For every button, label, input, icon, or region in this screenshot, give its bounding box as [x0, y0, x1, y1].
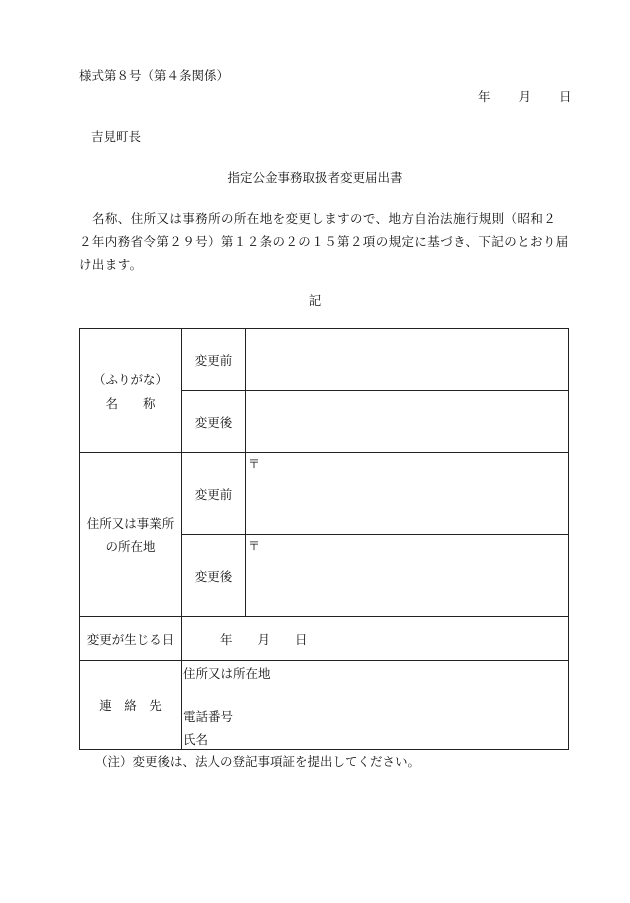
- postal-mark: 〒: [248, 539, 261, 553]
- address-before-label: 変更前: [182, 453, 246, 535]
- change-date-field[interactable]: [182, 617, 569, 661]
- date-day: 日: [559, 89, 572, 104]
- document-title: 指定公金事務取扱者変更届出書: [227, 170, 403, 185]
- name-after-field[interactable]: [246, 391, 569, 453]
- contact-name-label: 氏名: [183, 732, 209, 747]
- address-label-line1: 住所又は事業所: [86, 516, 175, 531]
- note: （注）変更後は、法人の登記事項証を提出してください。: [95, 754, 421, 769]
- contact-field[interactable]: [182, 661, 569, 750]
- date-line: [478, 87, 572, 105]
- name-after-label: 変更後: [182, 391, 246, 453]
- postal-mark: 〒: [248, 457, 261, 471]
- body-text: 名称、住所又は事務所の所在地を変更しますので、地方自治法施行規則（昭和２２年内務省令第２９号）第１２条の２の１５第２項の規定に基づき、下記のとおり届け出ます。: [79, 211, 569, 272]
- contact-address-label: 住所又は所在地: [183, 666, 271, 681]
- furigana-label: （ふりがな）: [92, 371, 168, 387]
- contact-label: 連 絡 先: [80, 661, 182, 750]
- name-before-label: 変更前: [182, 329, 246, 391]
- address-after-field[interactable]: [246, 535, 569, 617]
- form-number: 様式第８号（第４条関係）: [79, 68, 230, 83]
- date-month: 月: [518, 89, 532, 104]
- address-after-label: 変更後: [182, 535, 246, 617]
- contact-phone-label: 電話番号: [183, 709, 234, 724]
- name-label: 名 称: [105, 395, 156, 411]
- ki-heading: 記: [308, 293, 322, 308]
- name-before-field[interactable]: [246, 329, 569, 391]
- name-label-cell: [80, 329, 182, 453]
- change-date-label: 変更が生じる日: [80, 617, 182, 661]
- address-label-cell: [80, 453, 182, 617]
- address-label-line2: の所在地: [105, 539, 156, 554]
- change-date-value: 年 月 日: [220, 631, 308, 647]
- date-year: 年: [478, 89, 491, 104]
- addressee: 吉見町長: [91, 129, 142, 144]
- address-before-field[interactable]: [246, 453, 569, 535]
- form-table: [79, 328, 569, 750]
